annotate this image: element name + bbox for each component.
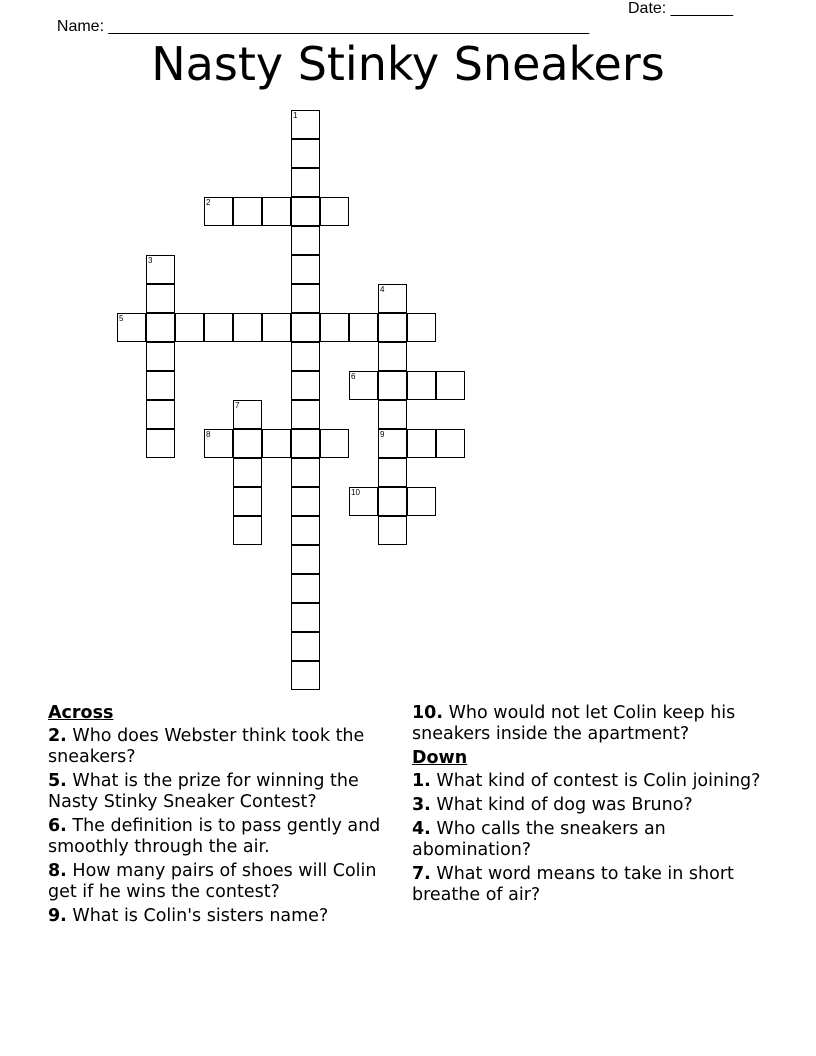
crossword-cell[interactable] [146, 371, 175, 400]
across-heading: Across [48, 703, 114, 723]
clue-number: 7. [412, 864, 431, 884]
across-clue [412, 703, 762, 745]
clue-number: 1. [412, 771, 431, 791]
across-clue [48, 726, 398, 768]
clue-number-label: 5 [119, 314, 124, 323]
crossword-cell[interactable] [233, 487, 262, 516]
crossword-cell[interactable] [117, 313, 146, 342]
clues-left-column [48, 703, 398, 930]
crossword-cell[interactable] [407, 313, 436, 342]
crossword-cell[interactable] [378, 284, 407, 313]
crossword-cell[interactable] [291, 197, 320, 226]
crossword-cell[interactable] [175, 313, 204, 342]
clue-text: Who calls the sneakers an abomination? [412, 819, 666, 860]
across-clue [48, 816, 398, 858]
crossword-cell[interactable] [291, 458, 320, 487]
crossword-cell[interactable] [233, 429, 262, 458]
crossword-cell[interactable] [204, 429, 233, 458]
down-clue [412, 819, 762, 861]
clue-number: 6. [48, 816, 67, 836]
clue-text: What is the prize for winning the Nasty Stinky Sneaker Contest? [48, 771, 359, 812]
crossword-cell[interactable] [262, 197, 291, 226]
clue-number: 9. [48, 906, 67, 926]
clue-text: Who does Webster think took the sneakers? [48, 726, 365, 767]
crossword-cell[interactable] [233, 516, 262, 545]
clue-text: What kind of dog was Bruno? [436, 795, 693, 815]
crossword-cell[interactable] [407, 371, 436, 400]
crossword-cell[interactable] [204, 197, 233, 226]
clue-number-label: 7 [235, 401, 240, 410]
crossword-cell[interactable] [291, 313, 320, 342]
clue-number: 2. [48, 726, 67, 746]
clue-number-label: 8 [206, 430, 211, 439]
crossword-cell[interactable] [378, 342, 407, 371]
crossword-cell[interactable] [291, 603, 320, 632]
crossword-cell[interactable] [291, 226, 320, 255]
down-clue [412, 771, 762, 792]
across-clue [48, 771, 398, 813]
crossword-cell[interactable] [378, 429, 407, 458]
clue-number-label: 4 [380, 285, 385, 294]
clue-text: What is Colin's sisters name? [72, 906, 329, 926]
crossword-cell[interactable] [320, 429, 349, 458]
date-field-label: Date: _______ [628, 0, 733, 17]
crossword-cell[interactable] [378, 400, 407, 429]
clue-number: 8. [48, 861, 67, 881]
crossword-cell[interactable] [146, 255, 175, 284]
crossword-cell[interactable] [378, 458, 407, 487]
clues-right-column [412, 703, 762, 909]
crossword-cell[interactable] [291, 139, 320, 168]
clue-number: 10. [412, 703, 444, 723]
clue-number: 3. [412, 795, 431, 815]
crossword-cell[interactable] [233, 197, 262, 226]
down-clue [412, 864, 762, 906]
crossword-cell[interactable] [146, 342, 175, 371]
crossword-cell[interactable] [407, 429, 436, 458]
clue-text: How many pairs of shoes will Colin get if he wins the contest? [48, 861, 377, 902]
clue-number-label: 3 [148, 256, 153, 265]
crossword-cell[interactable] [378, 313, 407, 342]
clue-number-label: 1 [293, 111, 298, 120]
crossword-cell[interactable] [262, 429, 291, 458]
clue-text: What word means to take in short breathe of air? [412, 864, 734, 905]
crossword-cell[interactable] [349, 371, 378, 400]
name-field-label: Name: ______________________________________________________ [56, 18, 589, 35]
across-clue [48, 906, 398, 927]
crossword-cell[interactable] [436, 429, 465, 458]
puzzle-title: Nasty Stinky Sneakers [151, 37, 665, 91]
crossword-cell[interactable] [204, 313, 233, 342]
clue-text: Who would not let Colin keep his sneakers inside the apartment? [412, 703, 736, 744]
crossword-cell[interactable] [436, 371, 465, 400]
crossword-cell[interactable] [291, 400, 320, 429]
crossword-cell[interactable] [320, 313, 349, 342]
crossword-cell[interactable] [349, 487, 378, 516]
clue-number-label: 10 [351, 488, 360, 497]
crossword-cell[interactable] [291, 574, 320, 603]
clue-number-label: 2 [206, 198, 211, 207]
crossword-cell[interactable] [233, 313, 262, 342]
crossword-cell[interactable] [291, 632, 320, 661]
crossword-cell[interactable] [291, 168, 320, 197]
crossword-cell[interactable] [291, 110, 320, 139]
crossword-cell[interactable] [291, 342, 320, 371]
crossword-cell[interactable] [320, 197, 349, 226]
crossword-cell[interactable] [262, 313, 291, 342]
crossword-cell[interactable] [146, 313, 175, 342]
down-clue [412, 795, 762, 816]
crossword-cell[interactable] [291, 429, 320, 458]
crossword-cell[interactable] [233, 458, 262, 487]
across-clue [48, 861, 398, 903]
crossword-cell[interactable] [146, 400, 175, 429]
crossword-cell[interactable] [291, 516, 320, 545]
clue-text: The definition is to pass gently and smoothly through the air. [48, 816, 381, 857]
down-heading: Down [412, 748, 468, 768]
crossword-cell[interactable] [291, 545, 320, 574]
crossword-cell[interactable] [291, 284, 320, 313]
crossword-cell[interactable] [291, 487, 320, 516]
crossword-cell[interactable] [146, 429, 175, 458]
crossword-cell[interactable] [378, 487, 407, 516]
clue-number: 5. [48, 771, 67, 791]
crossword-cell[interactable] [378, 516, 407, 545]
crossword-cell[interactable] [407, 487, 436, 516]
crossword-cell[interactable] [291, 255, 320, 284]
crossword-cell[interactable] [146, 284, 175, 313]
clue-number-label: 9 [380, 430, 385, 439]
crossword-cell[interactable] [291, 371, 320, 400]
crossword-cell[interactable] [233, 400, 262, 429]
crossword-cell[interactable] [378, 371, 407, 400]
clue-number-label: 6 [351, 372, 356, 381]
clue-number: 4. [412, 819, 431, 839]
crossword-cell[interactable] [291, 661, 320, 690]
clue-text: What kind of contest is Colin joining? [436, 771, 761, 791]
crossword-cell[interactable] [349, 313, 378, 342]
